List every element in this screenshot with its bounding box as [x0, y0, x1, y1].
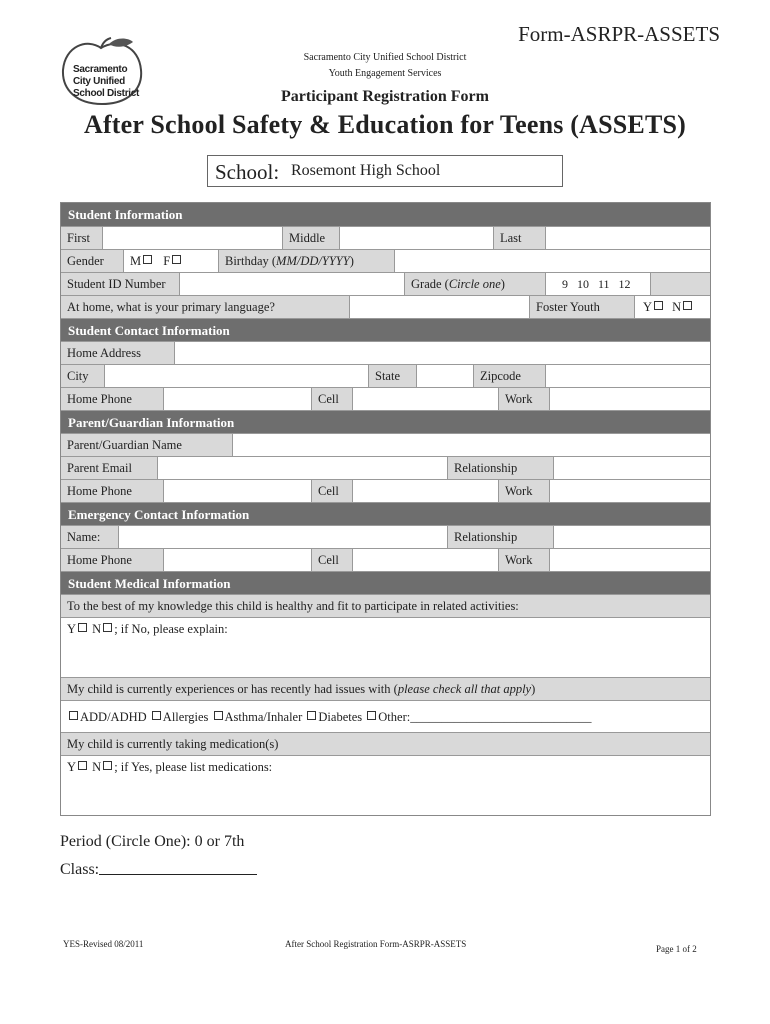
address-input[interactable] [175, 342, 710, 364]
home-phone-label: Home Phone [61, 388, 164, 410]
state-input[interactable] [417, 365, 474, 387]
home-phone-input[interactable] [164, 388, 312, 410]
grade-label: Grade (Circle one) [405, 273, 546, 295]
state-label: State [369, 365, 417, 387]
footer-revised: YES-Revised 08/2011 [63, 939, 144, 949]
work-input[interactable] [550, 549, 710, 571]
work-label: Work [499, 388, 550, 410]
form-subtitle: Participant Registration Form [281, 88, 489, 105]
medication-list-field[interactable]: Y N ; if Yes, please list medications: [61, 756, 710, 815]
emergency-name-row [61, 525, 710, 548]
home-phone-label: Home Phone [61, 480, 164, 502]
medication-n-checkbox[interactable] [103, 761, 112, 770]
section-contact-info: Student Contact Information [61, 318, 710, 341]
foster-options: Y N [635, 296, 710, 318]
work-label: Work [499, 480, 550, 502]
relationship-label: Relationship [448, 457, 554, 479]
diabetes-checkbox[interactable] [307, 711, 316, 720]
first-label: First [61, 227, 103, 249]
work-label: Work [499, 549, 550, 571]
issues-options: ADD/ADHD Allergies Asthma/Inhaler Diabetes Other:_____________________________ [61, 701, 710, 732]
work-input[interactable] [550, 388, 710, 410]
emergency-phone-row [61, 548, 710, 571]
middle-label: Middle [283, 227, 340, 249]
parent-email-input[interactable] [158, 457, 448, 479]
gender-label: Gender [61, 250, 124, 272]
home-phone-label: Home Phone [61, 549, 164, 571]
parent-name-label: Parent/Guardian Name [61, 434, 233, 456]
school-field[interactable] [207, 155, 563, 187]
language-label: At home, what is your primary language? [61, 296, 350, 318]
foster-n-checkbox[interactable] [683, 301, 692, 310]
allergies-checkbox[interactable] [152, 711, 161, 720]
emergency-name-label: Name: [61, 526, 119, 548]
asthma-checkbox[interactable] [214, 711, 223, 720]
gender-m-checkbox[interactable] [143, 255, 152, 264]
birthday-input[interactable] [395, 250, 710, 272]
medication-list-row[interactable] [61, 755, 710, 815]
section-student-info: Student Information [61, 203, 710, 226]
address-row [61, 341, 710, 364]
last-label: Last [494, 227, 546, 249]
medication-row [61, 732, 710, 755]
city-row [61, 364, 710, 387]
page-title: After School Safety & Education for Teens (ASSETS) [83, 110, 687, 139]
school-label: School: [215, 160, 280, 184]
language-input[interactable] [350, 296, 530, 318]
class-field[interactable]: Class: [60, 860, 257, 879]
district-info: Sacramento City Unified School District Youth Engagement Services [303, 52, 467, 79]
issues-options-row [61, 700, 710, 732]
other-checkbox[interactable] [367, 711, 376, 720]
birthday-label: Birthday (MM/DD/YYYY) [219, 250, 395, 272]
emergency-name-input[interactable] [119, 526, 448, 548]
parent-email-row [61, 456, 710, 479]
student-id-label: Student ID Number [61, 273, 180, 295]
parent-name-input[interactable] [233, 434, 710, 456]
grade-options[interactable]: 9 10 11 12 [546, 273, 651, 295]
section-parent-info: Parent/Guardian Information [61, 410, 710, 433]
school-value[interactable]: Rosemont High School [291, 162, 441, 179]
form-id: Form-ASRPR-ASSETS [518, 22, 720, 46]
cell-input[interactable] [353, 549, 499, 571]
issues-row [61, 677, 710, 700]
logo-text: Sacramento City Unified School District [73, 64, 140, 99]
zip-label: Zipcode [474, 365, 546, 387]
medication-y-checkbox[interactable] [78, 761, 87, 770]
student-id-input[interactable] [180, 273, 405, 295]
healthy-label: To the best of my knowledge this child is healthy and fit to participate in related activities: [61, 595, 710, 617]
cell-input[interactable] [353, 480, 499, 502]
healthy-y-checkbox[interactable] [78, 623, 87, 632]
gender-f-checkbox[interactable] [172, 255, 181, 264]
cell-label: Cell [312, 388, 353, 410]
last-name-input[interactable] [546, 227, 710, 249]
name-row [61, 226, 710, 249]
period-text: Period (Circle One): 0 or 7th [60, 833, 245, 850]
home-phone-input[interactable] [164, 549, 312, 571]
grade-filler [651, 273, 710, 295]
adhd-checkbox[interactable] [69, 711, 78, 720]
healthy-row [61, 594, 710, 617]
foster-label: Foster Youth [530, 296, 635, 318]
footer-form-name: After School Registration Form-ASRPR-ASSETS [285, 939, 467, 949]
parent-email-label: Parent Email [61, 457, 158, 479]
home-phone-input[interactable] [164, 480, 312, 502]
healthy-explain-field[interactable]: Y N ; if No, please explain: [61, 618, 710, 677]
parent-phone-row [61, 479, 710, 502]
gender-options: M F [124, 250, 219, 272]
zip-input[interactable] [546, 365, 710, 387]
address-label: Home Address [61, 342, 175, 364]
issues-label: My child is currently experiences or has recently had issues with (please check all that apply) [61, 678, 710, 700]
registration-form [60, 202, 711, 816]
cell-input[interactable] [353, 388, 499, 410]
relationship-input[interactable] [554, 526, 710, 548]
work-input[interactable] [550, 480, 710, 502]
gender-row [61, 249, 710, 272]
foster-y-checkbox[interactable] [654, 301, 663, 310]
class-underline[interactable] [99, 860, 257, 875]
relationship-input[interactable] [554, 457, 710, 479]
relationship-label: Relationship [448, 526, 554, 548]
healthy-explain-row[interactable] [61, 617, 710, 677]
contact-phone-row [61, 387, 710, 410]
language-row [61, 295, 710, 318]
city-label: City [61, 365, 105, 387]
footer-page: Page 1 of 2 [656, 944, 697, 954]
city-input[interactable] [105, 365, 369, 387]
first-name-input[interactable] [103, 227, 283, 249]
section-emergency-info: Emergency Contact Information [61, 502, 710, 525]
cell-label: Cell [312, 480, 353, 502]
section-medical-info: Student Medical Information [61, 571, 710, 594]
parent-name-row [61, 433, 710, 456]
healthy-n-checkbox[interactable] [103, 623, 112, 632]
middle-name-input[interactable] [340, 227, 494, 249]
cell-label: Cell [312, 549, 353, 571]
medication-label: My child is currently taking medication(s) [61, 733, 710, 755]
student-id-row [61, 272, 710, 295]
